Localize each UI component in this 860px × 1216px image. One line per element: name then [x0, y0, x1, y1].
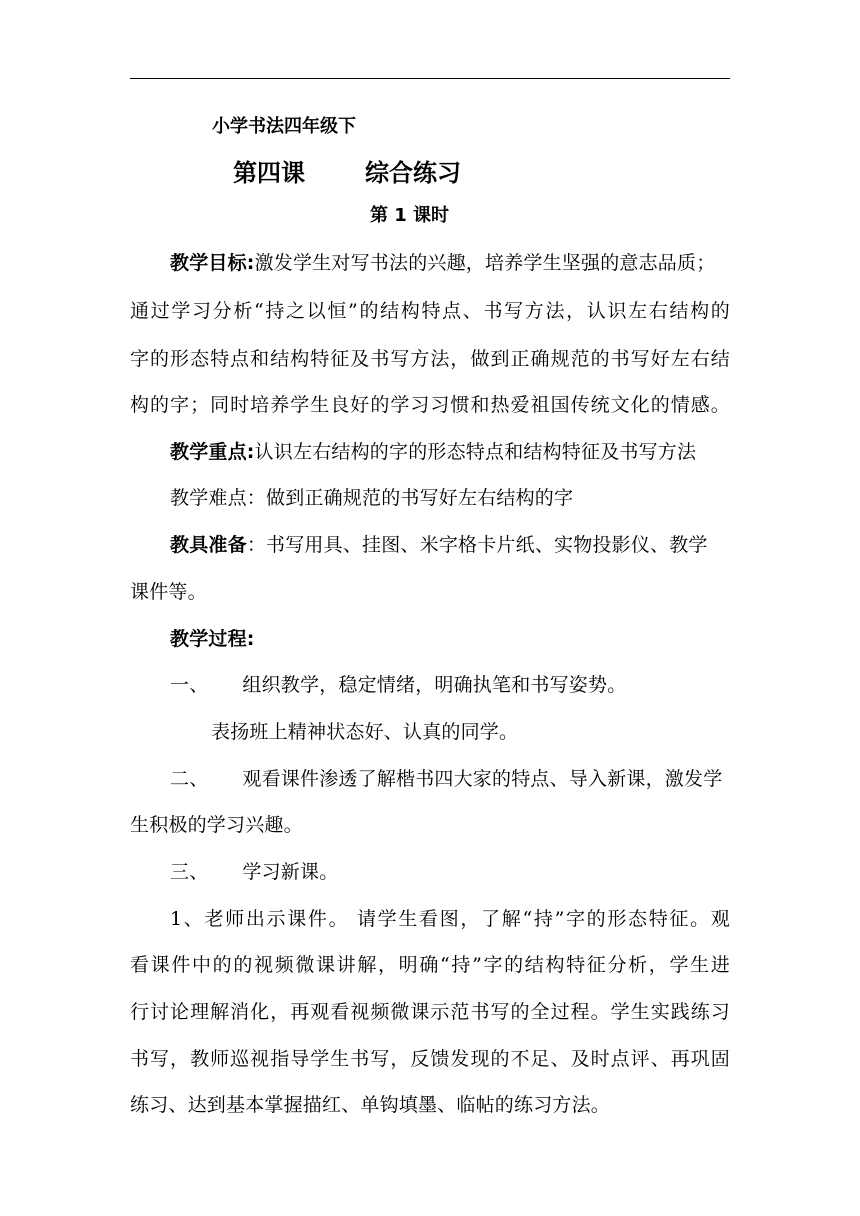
item-1-line-5: 练习、达到基本掌握描红、单钩填墨、临帖的练习方法。	[130, 1094, 611, 1116]
item-1-line-4: 书写，教师巡视指导学生书写，反馈发现的不足、及时点评、再巩固	[130, 1048, 730, 1070]
item-1-line-3: 行讨论理解消化，再观看视频微课示范书写的全过程。学生实践练习	[130, 1001, 730, 1023]
key-point-label: 教学重点:	[170, 441, 255, 463]
step-1-sub: 表扬班上精神状态好、认真的同学。	[211, 721, 519, 743]
lesson-number: 第四课	[233, 159, 305, 187]
item-1-line-2: 看课件中的的视频微课讲解，明确“持”字的结构特征分析，学生进	[130, 954, 730, 976]
step-2-line-1: 二、 观看课件渗透了解楷书四大家的特点、导入新课，激发学	[170, 768, 723, 790]
step-1: 一、 组织教学，稳定情绪，明确执笔和书写姿势。	[170, 674, 627, 696]
step-3: 三、 学习新课。	[170, 861, 339, 883]
lesson-name: 综合练习	[365, 159, 461, 187]
process-label: 教学过程:	[170, 628, 255, 650]
goals-line-4: 构的字；同时培养学生良好的学习习惯和热爱祖国传统文化的情感。	[130, 394, 730, 416]
key-point: 教学重点:认识左右结构的字的形态特点和结构特征及书写方法	[170, 441, 697, 463]
tools-line-2: 课件等。	[130, 581, 207, 603]
goals-line-1: 教学目标:激发学生对写书法的兴趣，培养学生坚强的意志品质；	[170, 252, 716, 274]
course-name: 小学书法四年级下	[212, 116, 356, 137]
goals-line-3: 字的形态特点和结构特征及书写方法，做到正确规范的书写好左右结	[130, 348, 730, 370]
step-2-line-2: 生积极的学习兴趣。	[130, 814, 303, 836]
goals-label: 教学目标:	[170, 252, 255, 274]
difficulty: 教学难点：做到正确规范的书写好左右结构的字	[170, 487, 574, 509]
tools-line-1: 教具准备：书写用具、挂图、米字格卡片纸、实物投影仪、教学	[170, 534, 708, 556]
header-rule	[130, 78, 730, 79]
goals-line-2: 通过学习分析“持之以恒”的结构特点、书写方法，认识左右结构的	[130, 300, 730, 322]
item-1-line-1: 1、老师出示课件。 请学生看图，了解“持”字的形态特征。观	[170, 908, 730, 930]
period: 第 1 课时	[370, 205, 450, 226]
tools-label: 教具准备	[170, 534, 247, 556]
